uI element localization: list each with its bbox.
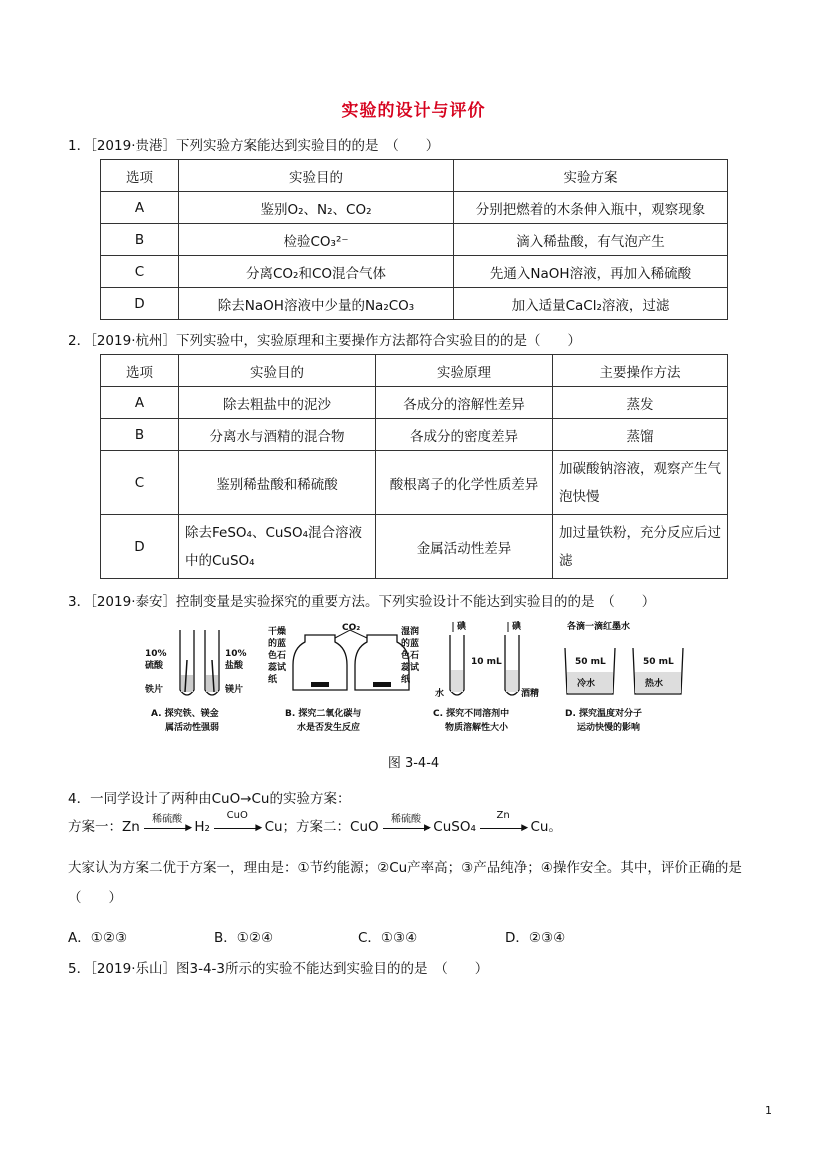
table-cell: 加入适量CaCl₂溶液，过滤 [454,288,728,320]
table-cell: C [101,256,179,288]
table-cell: 鉴别稀盐酸和稀硫酸 [179,451,376,515]
arrow-head-icon: ▶ [521,823,529,833]
header-cell: 主要操作方法 [553,355,728,387]
table-cell: 各成分的密度差异 [376,419,553,451]
fig-label: 冷水 [577,679,596,689]
table-cell: B [101,224,179,256]
question-4-stem: 4．一同学设计了两种由CuO→Cu的实验方案： [68,791,351,807]
experiment-figure [135,620,695,745]
table-cell: 蒸馏 [553,419,728,451]
figure-caption: 图 3-4-4 [387,756,440,771]
scheme-text: CuSO₄ [433,819,476,835]
table-cell: C [101,451,179,515]
panel-d-beakers [565,620,683,733]
table-cell: 先通入NaOH溶液，再加入稀硫酸 [454,256,728,288]
header-cell: 实验目的 [179,160,454,192]
fig-label: 热水 [645,679,664,689]
fig-caption: D. 探究温度对分子 [565,709,643,719]
fig-label: 纸 [401,675,411,685]
table-cell: 除去粗盐中的泥沙 [179,387,376,419]
table-cell: 滴入稀盐酸，有气泡产生 [454,224,728,256]
fig-caption: 运动快慢的影响 [577,723,641,733]
table-row [101,515,728,579]
q2-table [100,354,728,579]
fig-label: 的蓝 [401,639,420,649]
table-cell: 除去NaOH溶液中少量的Na₂CO₃ [179,288,454,320]
question-3-stem: 3．［2019·泰安］控制变量是实验探究的重要方法。下列实验设计不能达到实验目的的是 （ ） [68,594,656,610]
table-cell: 检验CO₃²⁻ [179,224,454,256]
arrow-head-icon: ▶ [255,823,263,833]
table-cell: 各成分的溶解性差异 [376,387,553,419]
fig-label: 各滴一滴红墨水 [567,622,631,632]
fig-label: 湿润 [401,627,420,637]
reaction-arrow [214,810,263,834]
header-cell: 选项 [101,160,179,192]
option-c: C．①③④ [358,930,418,946]
fig-label: 纸 [268,675,278,685]
table-cell: 除去FeSO₄、CuSO₄混合溶液中的CuSO₄ [179,515,376,579]
fig-label: 色石 [401,651,420,661]
fig-label: 碘 [457,622,467,632]
question-1-stem: 1．［2019·贵港］下列实验方案能达到实验目的的是 （ ） [68,138,440,154]
question-4-body: 大家认为方案二优于方案一，理由是：①节约能源；②Cu产率高；③产品纯净；④操作安全。其中，评价正确的是 （ ） [68,860,756,906]
table-row [101,288,728,320]
option-d: D．②③④ [505,930,566,946]
fig-label: 干燥 [268,627,287,637]
fig-label: 碘 [512,622,522,632]
page-number: 1 [765,1104,772,1117]
table-cell: D [101,515,179,579]
table-cell: B [101,419,179,451]
reaction-scheme [68,810,568,855]
header-cell: 实验原理 [376,355,553,387]
table-cell: 酸根离子的化学性质差异 [376,451,553,515]
fig-label: 酒精 [521,689,540,699]
table-row [101,451,728,515]
table-row [101,224,728,256]
fig-label: 铁片 [145,685,164,695]
table-header-row [101,355,728,387]
panel-c-test-tubes [433,620,539,733]
arrow-label: 稀硫酸 [152,814,183,825]
fig-label: 水 [435,689,445,699]
fig-caption: C. 探究不同溶剂中 [433,709,510,719]
option-a: A．①②③ [68,930,128,946]
fig-label: 蕊试 [268,663,287,673]
fig-label: 硫酸 [145,661,164,671]
panel-b-jars [267,623,420,733]
header-cell: 实验方案 [454,160,728,192]
table-cell: A [101,387,179,419]
fig-label: 蕊试 [401,663,420,673]
q1-table [100,159,728,320]
fig-label: 10 mL [471,657,502,667]
header-cell: 实验目的 [179,355,376,387]
fig-label: 50 mL [643,657,674,667]
table-header-row [101,160,728,192]
option-b: B．①②④ [214,930,274,946]
arrow-head-icon: ▶ [185,823,193,833]
table-row [101,256,728,288]
table-cell: D [101,288,179,320]
fig-label: 盐酸 [225,661,244,671]
fig-label: CO₂ [342,623,361,633]
scheme-text: Cu；方案二：CuO [264,819,379,835]
table-row [101,387,728,419]
arrow-head-icon: ▶ [424,823,431,833]
table-cell: 鉴别O₂、N₂、CO₂ [179,192,454,224]
table-row [101,192,728,224]
fig-label: 色石 [268,651,287,661]
scheme-text: Cu。 [530,819,562,835]
reaction-arrow [480,810,529,834]
reaction-arrow [383,814,431,834]
fig-label: 50 mL [575,657,606,667]
arrow-label: CuO [226,810,248,821]
fig-caption: 水是否发生反应 [297,723,361,733]
fig-label: 的蓝 [268,639,287,649]
question-5-stem: 5．［2019·乐山］图3-4-3所示的实验不能达到实验目的的是 （ ） [68,961,489,977]
table-cell: A [101,192,179,224]
question-2-stem: 2．［2019·杭州］下列实验中，实验原理和主要操作方法都符合实验目的的是（ ） [68,333,581,349]
table-cell: 分离CO₂和CO混合气体 [179,256,454,288]
fig-caption: 物质溶解性大小 [445,723,509,733]
panel-a-test-tubes [144,630,247,733]
table-cell: 蒸发 [553,387,728,419]
fig-caption: B. 探究二氧化碳与 [285,709,362,719]
page-title: 实验的设计与评价 [341,101,486,121]
fig-caption: A. 探究铁、镁金 [151,709,219,719]
table-row [101,419,728,451]
fig-label: 10% [145,649,167,659]
fig-label: 10% [225,649,247,659]
table-cell: 加碳酸钠溶液，观察产生气泡快慢 [553,451,728,515]
table-cell: 金属活动性差异 [376,515,553,579]
arrow-label: 稀硫酸 [390,814,421,825]
arrow-label: Zn [496,810,510,821]
table-cell: 加过量铁粉，充分反应后过滤 [553,515,728,579]
fig-label: 镁片 [225,685,244,695]
table-cell: 分离水与酒精的混合物 [179,419,376,451]
scheme-text: 方案一：Zn [68,819,140,835]
header-cell: 选项 [101,355,179,387]
table-cell: 分别把燃着的木条伸入瓶中，观察现象 [454,192,728,224]
fig-caption: 属活动性强弱 [165,723,220,733]
reaction-arrow [144,814,193,834]
scheme-text: H₂ [194,819,210,835]
